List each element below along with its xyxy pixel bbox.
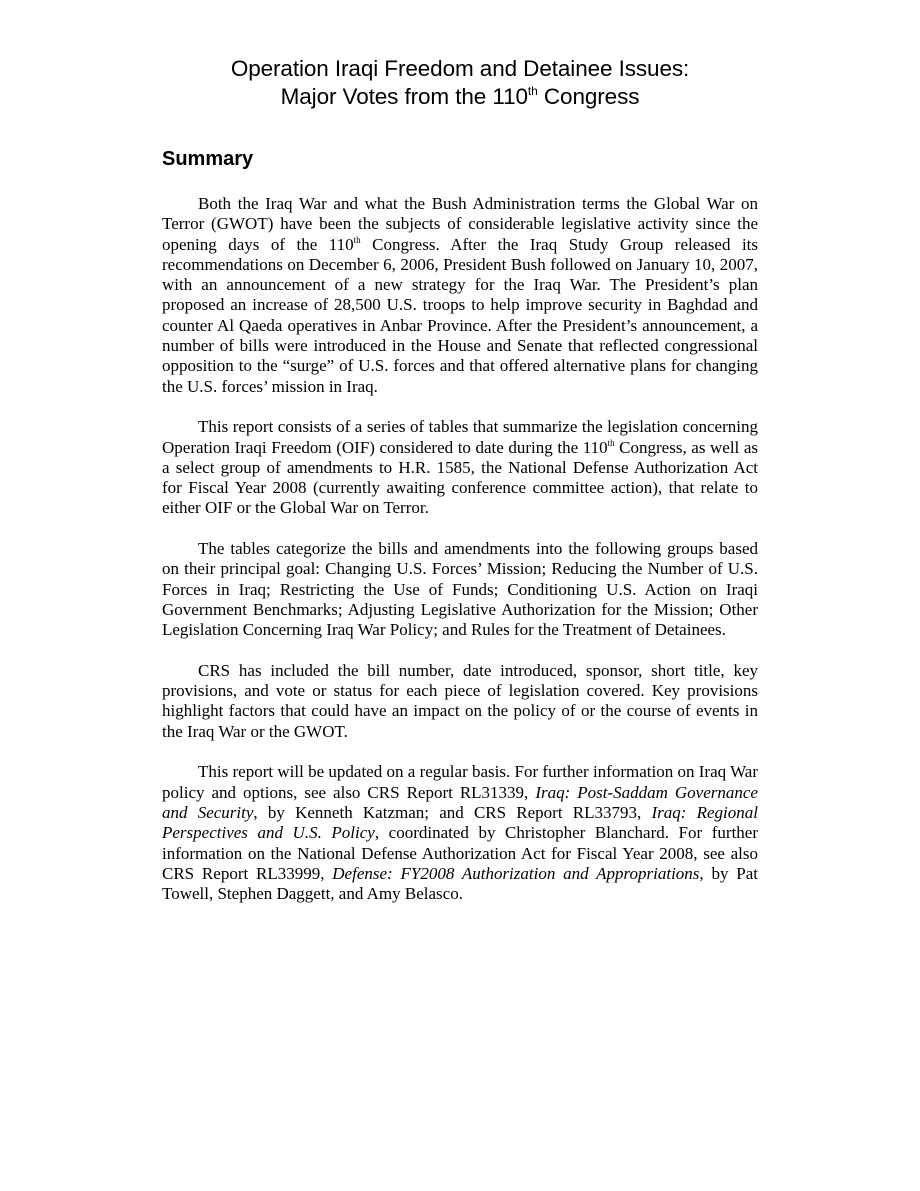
section-heading-summary: Summary [162,148,254,170]
paragraph-5 [162,762,758,904]
report-title-rl33793: Iraq: Regional Perspectives and U.S. Policy [162,802,758,843]
paragraph-1-superscript: th [353,234,361,245]
paragraph-1-text-a: Both the Iraq War and what the Bush Administration terms the Global War on Terror (GWOT) have been the subjects of considerable legislative activity since the opening days of the 110 [162,194,758,254]
title-line-2-text: Major Votes from the 110 [280,84,528,109]
paragraph-2-superscript: th [607,437,615,448]
paragraph-5-text-a: This report will be updated on a regular basis. For further information on Iraq War policy and options, see also CRS Report RL31339, [162,762,758,802]
paragraph-5-text-d: , by Pat Towell, Stephen Daggett, and Amy Belasco. [162,863,758,904]
title-line-2-end: Congress [537,84,640,109]
paragraph-4: CRS has included the bill number, date introduced, sponsor, short title, key provisions, and vote or status for each piece of legislation covered. Key provisions highlight factors that could have an impact on the policy of or the course of events in the Iraq War or the GWOT. [162,660,758,741]
paragraph-2 [162,417,758,518]
paragraph-2-text-a: This report consists of a series of tables that summarize the legislation concerning Operation Iraqi Freedom (OIF) considered to date during the 110 [162,417,758,457]
paragraph-2-text-b: Congress, as well as a select group of amendments to H.R. 1585, the National Defense Authorization Act for Fiscal Year 2008 (currently awaiting conference committee action), that relate to either OIF or the Global War on Terror. [162,437,759,518]
paragraph-5-text-c: , coordinated by Christopher Blanchard. For further information on the National Defense Authorization Act for Fiscal Year 2008, see also CRS Report RL33999, [162,823,758,883]
title-line-2 [281,84,640,109]
paragraph-3: The tables categorize the bills and amendments into the following groups based on their principal goal: Changing U.S. Forces’ Mission; Reducing the Number of U.S. Forces in Iraq; Restricting the Use of Funds; Conditioning U.S. Action on Iraqi Government Benchmarks; Adjusting Legislative Authorization for the Mission; Other Legislation Concerning Iraq War Policy; and Rules for the Treatment of Detainees. [162,539,758,640]
document-page [162,55,758,904]
title-superscript: th [527,84,538,98]
title-line-1: Operation Iraqi Freedom and Detainee Issues: [230,56,690,81]
paragraph-1 [162,194,758,397]
paragraph-1-text-b: Congress. After the Iraq Study Group released its recommendations on December 6, 2006, President Bush followed on January 10, 2007, with an announcement of a new strategy for the Iraq War. The President’s plan proposed an increase of 28,500 U.S. troops to help improve security in Baghdad and counter Al Qaeda operatives in Anbar Province. After the President’s announcement, a number of bills were introduced in the House and Senate that reflected congressional opposition to the “surge” of U.S. forces and that offered alternative plans for changing the U.S. forces’ mission in Iraq. [162,234,759,396]
paragraph-5-text-b: , by Kenneth Katzman; and CRS Report RL33793, [253,802,652,822]
document-title [162,55,758,111]
report-title-rl31339: Iraq: Post-Saddam Governance and Security [162,782,758,822]
report-title-rl33999: Defense: FY2008 Authorization and Appropriations [332,863,700,883]
